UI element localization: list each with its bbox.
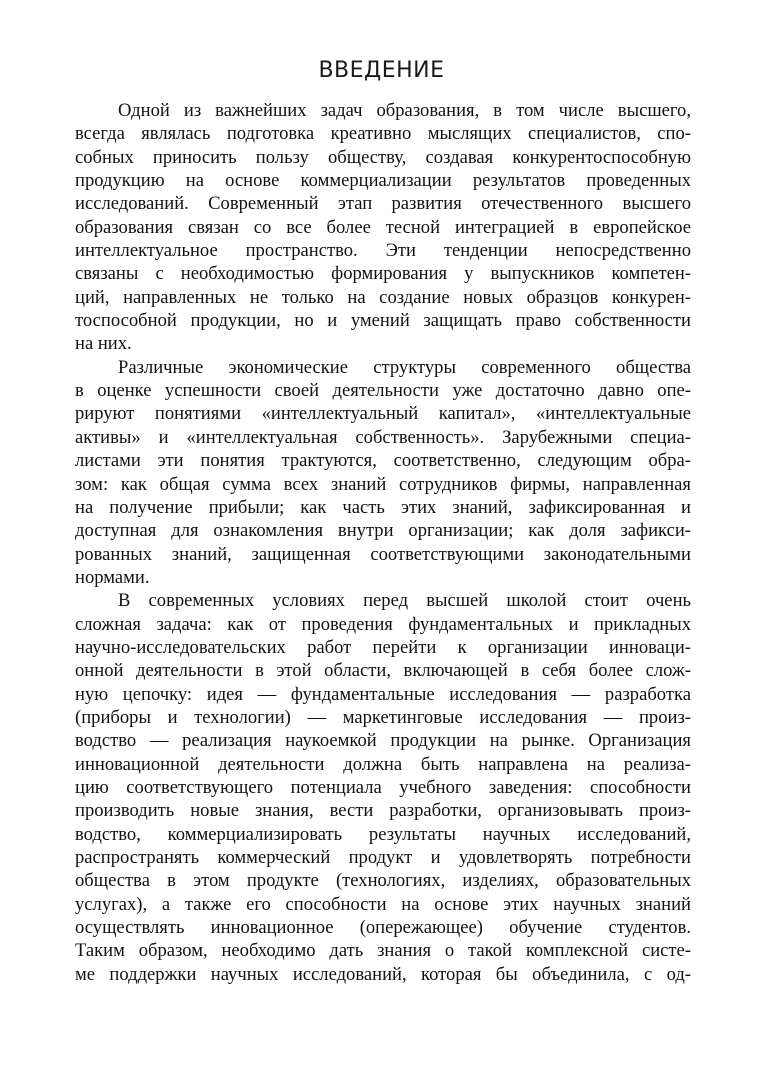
text-line: исследований. Современный этап развития отечественного высшего (75, 193, 691, 215)
text-line: нормами. (75, 566, 150, 588)
text-line: распространять коммерческий продукт и удовлетворять потребности (75, 847, 691, 868)
text-line: Таким образом, необходимо дать знания о такой комплексной систе- (75, 940, 691, 962)
text-line: инновационной деятельности должна быть направлена на реализа- (75, 753, 691, 775)
text-line: научно-исследовательских работ перейти к организации инноваци- (75, 636, 691, 658)
text-line: тоспособной продукции, но и умений защищать право собственности (75, 310, 691, 332)
text-line: сложная задача: как от проведения фундаментальных и прикладных (75, 613, 691, 635)
text-line: онной деятельности в этой области, включающей в себя более слож- (75, 660, 691, 682)
text-line: ме поддержки научных исследований, которая бы объединила, с од- (75, 963, 691, 985)
text-line: зом: как общая сумма всех знаний сотрудников фирмы, направленная (75, 473, 691, 495)
text-line: интеллектуальное пространство. Эти тенденции непосредственно (75, 240, 691, 262)
text-line: рируют понятиями «интеллектуальный капитал», «интеллектуальные (75, 403, 691, 425)
body-text (75, 99, 691, 986)
text-line: (приборы и технологии) — маркетинговые исследования — произ- (75, 706, 691, 728)
text-line: Различные экономические структуры современного общества (118, 356, 691, 378)
paragraph-3 (75, 589, 691, 986)
text-line: В современных условиях перед высшей школой стоит очень (118, 590, 691, 612)
text-line: осуществлять инновационное (опережающее) обучение студентов. (75, 917, 691, 939)
text-line: листами эти понятия трактуются, соответственно, следующим обра- (75, 450, 691, 472)
text-line: доступная для ознакомления внутри организации; как доля зафикси- (75, 520, 691, 542)
text-line: водство, коммерциализировать результаты научных исследований, (75, 823, 691, 845)
page-title: ВВЕДЕНИЕ (318, 58, 445, 83)
text-line: общества в этом продукте (технологиях, изделиях, образовательных (75, 870, 691, 892)
text-line: ций, направленных не только на создание новых образцов конкурен- (75, 286, 691, 308)
text-line: активы» и «интеллектуальная собственность». Зарубежными специа- (75, 426, 691, 448)
text-line: рованных знаний, защищенная соответствующими законодательными (75, 543, 691, 565)
text-line: на получение прибыли; как часть этих знаний, зафиксированная и (75, 496, 691, 518)
text-line: ную цепочку: идея — фундаментальные исследования — разработка (75, 683, 691, 705)
text-line: цию соответствующего потенциала учебного заведения: способности (75, 776, 691, 798)
text-line: продукцию на основе коммерциализации результатов проведенных (75, 170, 691, 192)
text-line: в оценке успешности своей деятельности уже достаточно давно опе- (75, 380, 691, 402)
text-line: образования связан со все более тесной интеграцией в европейское (75, 216, 691, 238)
text-line: связаны с необходимостью формирования у выпускников компетен- (75, 263, 691, 285)
paragraph-1 (75, 99, 691, 356)
text-line: производить новые знания, вести разработки, организовывать произ- (75, 800, 691, 822)
text-line: на них. (75, 333, 132, 355)
text-line: собных приносить пользу обществу, создавая конкурентоспособную (75, 146, 691, 168)
text-line: услугах), а также его способности на основе этих научных знаний (75, 893, 691, 915)
text-line: водство — реализация наукоемкой продукции на рынке. Организация (75, 730, 691, 752)
text-line: всегда являлась подготовка креативно мыслящих специалистов, спо- (75, 123, 691, 145)
paragraph-2 (75, 356, 691, 589)
text-line: Одной из важнейших задач образования, в том числе высшего, (118, 100, 691, 121)
